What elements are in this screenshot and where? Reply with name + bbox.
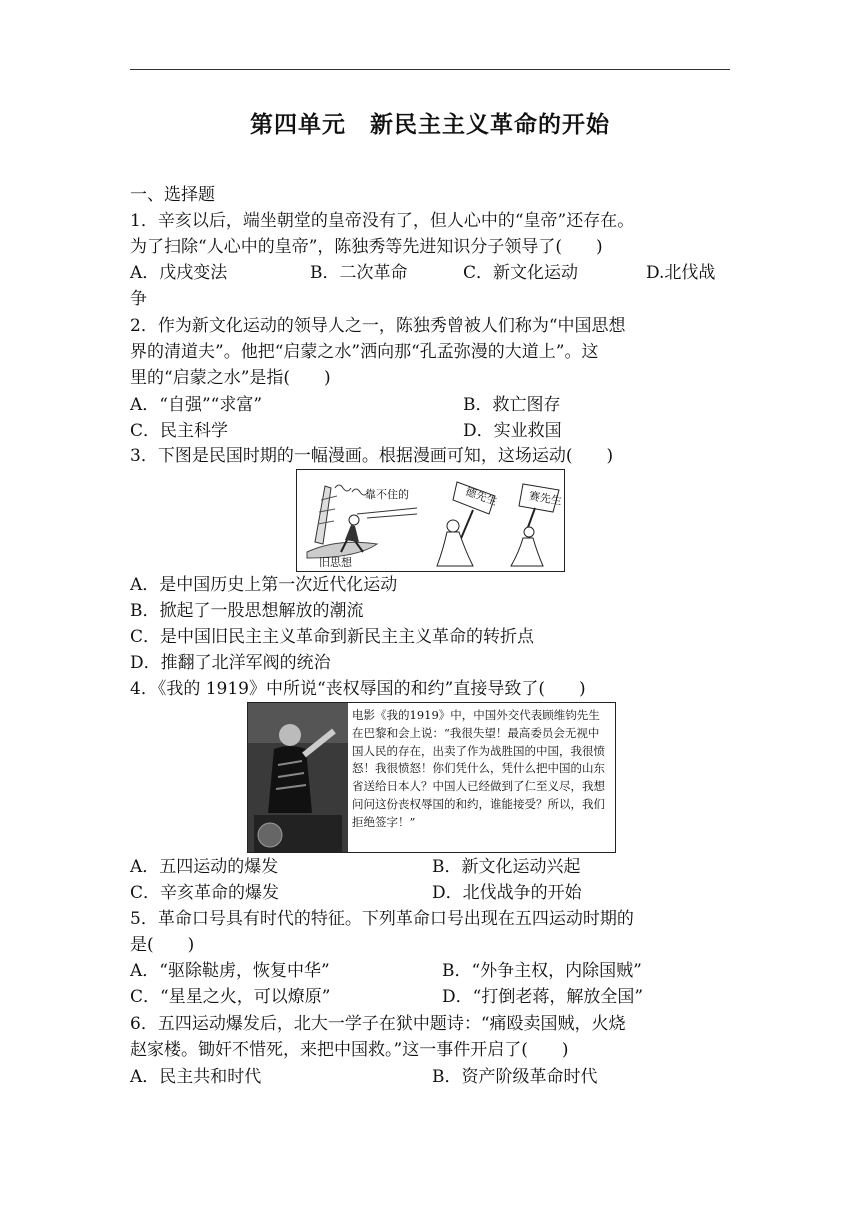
q4-stem: 4．《我的 1919》中所说“丧权辱国的和约”直接导致了( ) <box>130 679 586 699</box>
q1-stem-line2: 为了扫除“人心中的皇帝”，陈独秀等先进知识分子领导了( ) <box>130 237 603 257</box>
page-title: 第四单元 新民主主义革命的开始 <box>250 112 610 138</box>
q4-option-c: C．辛亥革命的爆发 <box>130 883 280 903</box>
q1-option-d: D.北伐战 <box>646 263 716 283</box>
q5-option-d: D．“打倒老蒋，解放全国” <box>442 987 644 1007</box>
q1-option-c: C．新文化运动 <box>463 263 579 283</box>
q1-stem-line1: 1．辛亥以后，端坐朝堂的皇帝没有了，但人心中的“皇帝”还存在。 <box>130 211 635 231</box>
film-still-photo <box>248 703 348 852</box>
q6-option-a: A．民主共和时代 <box>130 1067 262 1087</box>
q1-option-a: A．戊戌变法 <box>130 263 228 283</box>
q5-option-b: B．“外争主权，内除国贼” <box>442 961 642 981</box>
q3-cartoon <box>296 469 565 572</box>
cartoon-label-old-thought: 旧思想 <box>319 556 352 569</box>
q2-stem-line3: 里的“启蒙之水”是指( ) <box>130 368 331 388</box>
q3-option-a: A．是中国历史上第一次近代化运动 <box>130 575 398 595</box>
header-rule <box>130 69 730 70</box>
q4-option-a: A．五四运动的爆发 <box>130 857 279 877</box>
q5-option-c: C．“星星之火，可以燎原” <box>130 987 331 1007</box>
q3-option-b: B．掀起了一股思想解放的潮流 <box>130 601 364 621</box>
q6-stem-line2: 赵家楼。锄奸不惜死，来把中国救。”这一事件开启了( ) <box>130 1040 569 1060</box>
cartoon-label-unreliable: 靠不住的 <box>365 488 409 501</box>
q6-option-b: B．资产阶级革命时代 <box>432 1067 598 1087</box>
q5-stem-line1: 5．革命口号具有时代的特征。下列革命口号出现在五四运动时期的 <box>130 909 634 929</box>
q5-stem-line2: 是( ) <box>130 935 195 955</box>
q6-stem-line1: 6．五四运动爆发后，北大一学子在狱中题诗：“痛殴卖国贼，火烧 <box>130 1014 626 1034</box>
q2-stem-line1: 2．作为新文化运动的领导人之一，陈独秀曾被人们称为“中国思想 <box>130 316 626 336</box>
q4-option-b: B．新文化运动兴起 <box>432 857 581 877</box>
cartoon-flag-democracy: 德先生 <box>463 484 500 509</box>
q5-option-a: A．“驱除鞑虏，恢复中华” <box>130 961 330 981</box>
q2-option-d: D．实业救国 <box>463 421 562 441</box>
q2-option-b: B．救亡图存 <box>463 395 561 415</box>
q3-option-d: D．推翻了北洋军阀的统治 <box>130 653 331 673</box>
q1-option-b: B．二次革命 <box>310 263 408 283</box>
q4-option-d: D．北伐战争的开始 <box>432 883 582 903</box>
cartoon-flag-science: 赛先生 <box>528 489 563 508</box>
q2-option-a: A．“自强”“求富” <box>130 395 263 415</box>
film-quote-caption: 电影《我的1919》中，中国外交代表顾维钧先生在巴黎和会上说：“我很失望！最高委员会无视中国人民的存在，出卖了作为战胜国的中国，我很愤怒！我很愤怒！你们凭什么，凭什么把中国的山东省送给日本人？中国人已经做到了仁至义尽，我想问问这份丧权辱国的和约，谁能接受？所以，我们拒绝签字！” <box>352 708 605 829</box>
q2-stem-line2: 界的清道夫”。他把“启蒙之水”洒向那“孔孟弥漫的大道上”。这 <box>130 342 599 362</box>
q3-option-c: C．是中国旧民主主义革命到新民主主义革命的转折点 <box>130 627 535 647</box>
q4-film-figure <box>247 702 616 853</box>
q2-option-c: C．民主科学 <box>130 421 229 441</box>
q1-option-d-cont: 争 <box>130 289 147 309</box>
section-heading: 一、选择题 <box>130 185 215 205</box>
q3-stem: 3．下图是民国时期的一幅漫画。根据漫画可知，这场运动( ) <box>130 446 614 466</box>
